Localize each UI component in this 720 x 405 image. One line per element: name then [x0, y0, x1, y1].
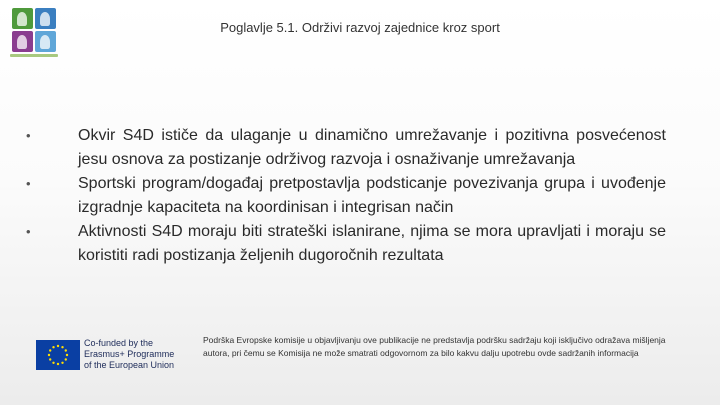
- eu-line: of the European Union: [84, 360, 175, 370]
- eu-flag-icon: [36, 340, 80, 370]
- bullet-item: [26, 124, 666, 172]
- bullet-dot: •: [26, 128, 31, 143]
- eu-star-icon: [52, 362, 54, 364]
- bullet-text: Aktivnosti S4D moraju biti strateški islanirane, njima se mora upravljati i moraju se koristiti radi postizanja željenih dugoročnih rezultata: [78, 223, 666, 264]
- eu-star-icon: [65, 358, 67, 360]
- eu-star-icon: [48, 354, 50, 356]
- eu-star-icon: [52, 346, 54, 348]
- eu-funding-text: [84, 338, 206, 371]
- eu-funding-logo: [36, 338, 206, 374]
- slide-title: Poglavlje 5.1. Održivi razvoj zajednice kroz sport: [220, 20, 500, 35]
- project-logo-icon: [10, 6, 58, 64]
- eu-star-icon: [49, 349, 51, 351]
- eu-star-icon: [65, 349, 67, 351]
- eu-line: Erasmus+ Programme: [84, 349, 175, 359]
- bullet-list: [26, 124, 666, 268]
- eu-star-icon: [49, 358, 51, 360]
- eu-star-icon: [61, 362, 63, 364]
- eu-star-icon: [57, 363, 59, 365]
- bullet-text: Okvir S4D ističe da ulaganje u dinamično umrežavanje i pozitivna posvećenost jesu osnova za postizanje održivog razvoja i osnaživanje umrežavanja: [78, 127, 666, 168]
- bullet-dot: •: [26, 224, 31, 239]
- logo-caption-mark: [10, 54, 58, 57]
- disclaimer-text: Podrška Evropske komisije u objavljivanju ove publikacije ne predstavlja podršku sadržaju koji isključivo odražava mišljenja autora, pri čemu se Komisija ne može smatrati odgovornom za bilo kakvu dalju upotrebu ovde sadržanih informacija: [203, 335, 666, 358]
- eu-star-icon: [57, 345, 59, 347]
- eu-line: Co-funded by the: [84, 338, 154, 348]
- bullet-item: [26, 172, 666, 220]
- eu-star-icon: [61, 346, 63, 348]
- bullet-text: Sportski program/događaj pretpostavlja podsticanje povezivanja grupa i uvođenje izgradnje kapaciteta na koordinisan i integrisan način: [78, 175, 666, 216]
- bullet-dot: •: [26, 176, 31, 191]
- eu-star-icon: [66, 354, 68, 356]
- bullet-item: [26, 220, 666, 268]
